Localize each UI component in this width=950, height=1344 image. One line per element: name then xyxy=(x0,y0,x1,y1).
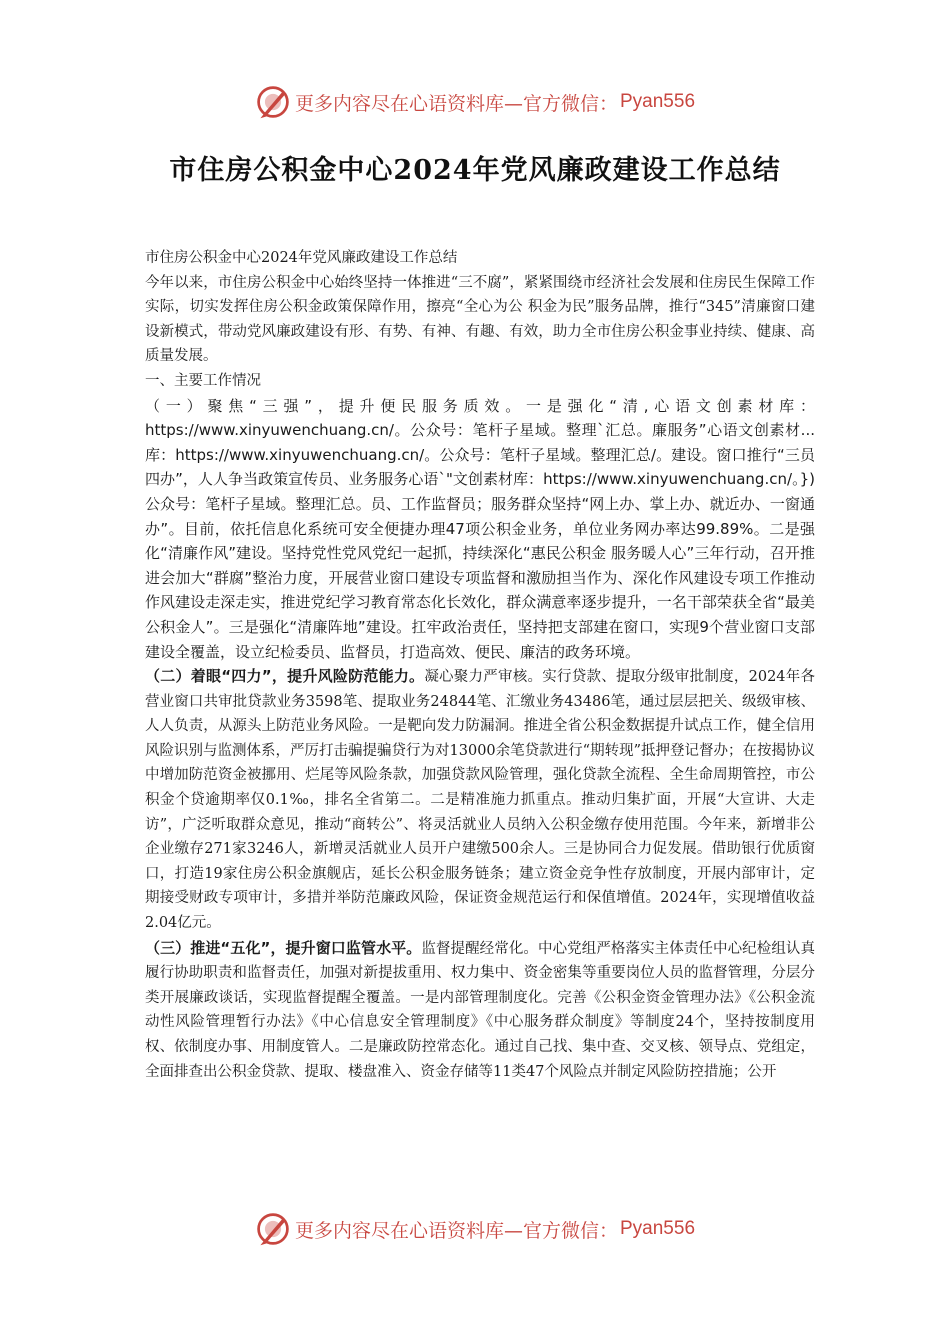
document-body xyxy=(145,246,815,1084)
item2-text: 凝心聚力严审核。实行贷款、提取分级审批制度，2024年各营业窗口共审批贷款业务3598笔、提取业务24844笔、汇缴业务43486笔，通过层层把关、级级审核、人人负责，从源头上防范业务风险。一是靶向发力防漏洞。推进全省公积金数据提升试点工作，健全信用风险识别与监测体系，严厉打击骗提骗贷行为对13000余笔贷款进行“期转现”抵押登记督办；在按揭协议中增加防范资金被挪用、烂尾等风险条款，加强贷款风险管理，强化贷款全流程、全生命周期管控，市公积金个贷逾期率仅0.1‰，排名全省第二。二是精准施力抓重点。推动归集扩面，开展“大宣讲、大走访”，广泛听取群众意见，推动“商转公”、将灵活就业人员纳入公积金缴存使用范围。今年来，新增非公企业缴存271家3246人，新增灵活就业人员开户建缴500余人。三是协同合力促发展。借助银行优质窗口，打造19家住房公积金旗舰店，延长公积金服务链条；建立资金竞争性存放制度，开展内部审计，定期接受财政专项审计，多措并举防范廉政风险，保证资金规范运行和保值增值。2024年，实现增值收益2.04亿元。 xyxy=(145,669,816,932)
item2-paragraph xyxy=(145,664,815,936)
watermark-text: 更多内容尽在心语资料库—官方微信： xyxy=(294,92,618,115)
subtitle-line: 市住房公积金中心2024年党风廉政建设工作总结 xyxy=(145,250,458,266)
section-heading: 一、主要工作情况 xyxy=(145,372,261,389)
watermark-text: 更多内容尽在心语资料库—官方微信： xyxy=(294,1219,618,1242)
item3-heading: （三）推进“五化”，提升窗口监管水平。 xyxy=(145,938,422,957)
item1-paragraph: （一）聚焦“三强”，提升便民服务质效。一是强化“清,心语文创素材库：https://www.xinyuwenchuang.cn/。公众号：笔杆子星域。整理`汇总。廉服务”心语文创素材...库：https://www.xinyuwenchuang.cn/。公众号：笔杆子星域。整理汇总/。建设。窗口推行“三员四办”，人人争当政策宣传员、业务服务心语`"文创素材库：https://www.xinyuwenchuang.cn/。})公众号：笔杆子星域。整理汇总。员、工作监督员；服务群众坚持“网上办、掌上办、就近办、一窗通办”。目前，依托信息化系统可安全便捷办理47项公积金业务，单位业务网办率达99.89%。二是强化“清廉作风”建设。坚持党性党风党纪一起抓，持续深化“惠民公积金 服务暖人心”三年行动，召开推进会加大“群腐”整治力度，开展营业窗口建设专项监督和激励担当作为、深化作风建设专项工作推动作风建设走深走实，推进党纪学习教育常态化长效化，群众满意率逐步提升，一名干部荣获全省“最美公积金人”。三是强化“清廉阵地”建设。扛牢政治责任，坚持把支部建在窗口，实现9个营业窗口支部建设全覆盖，设立纪检委员、监督员，打造高效、便民、廉洁的政务环境。 xyxy=(145,396,815,661)
bottom-watermark-banner xyxy=(0,1209,950,1249)
intro-paragraph: 今年以来，市住房公积金中心始终坚持一体推进“三不腐”，紧紧围绕市经济社会发展和住房民生保障工作实际，切实发挥住房公积金政策保障作用，擦亮“全心为公 积金为民”服务品牌，推行“345”清廉窗口建设新模式，带动党风廉政建设有形、有势、有神、有趣、有效，助力全市住房公积金事业持续、健康、高质量发展。 xyxy=(145,274,815,365)
pen-logo-icon xyxy=(255,1211,291,1247)
item3-text: 监督提醒经常化。中心党组严格落实主体责任中心纪检组认真履行协助职责和监督责任，加强对新提拔重用、权力集中、资金密集等重要岗位人员的监督管理，分层分类开展廉政谈话，实现监督提醒全覆盖。一是内部管理制度化。完善《公积金资金管理办法》《公积金流动性风险管理暂行办法》《中心信息安全管理制度》《中心服务群众制度》等制度24个，坚持按制度用权、依制度办事、用制度管人。二是廉政防控常态化。通过自己找、集中查、交叉核、领导点、党组定，全面排查出公积金贷款、提取、楼盘准入、资金存储等11类47个风险点并制定风险防控措施；公开 xyxy=(145,940,816,1080)
top-watermark-banner xyxy=(0,82,950,122)
item3-paragraph xyxy=(145,936,815,1085)
pen-logo-icon xyxy=(255,84,291,120)
page-title: 市住房公积金中心2024年党风廉政建设工作总结 xyxy=(169,155,781,186)
watermark-wechat-id: Pyan556 xyxy=(620,91,696,112)
watermark-wechat-id: Pyan556 xyxy=(620,1218,696,1239)
item2-heading: （二）着眼“四力”，提升风险防范能力。 xyxy=(145,667,425,686)
